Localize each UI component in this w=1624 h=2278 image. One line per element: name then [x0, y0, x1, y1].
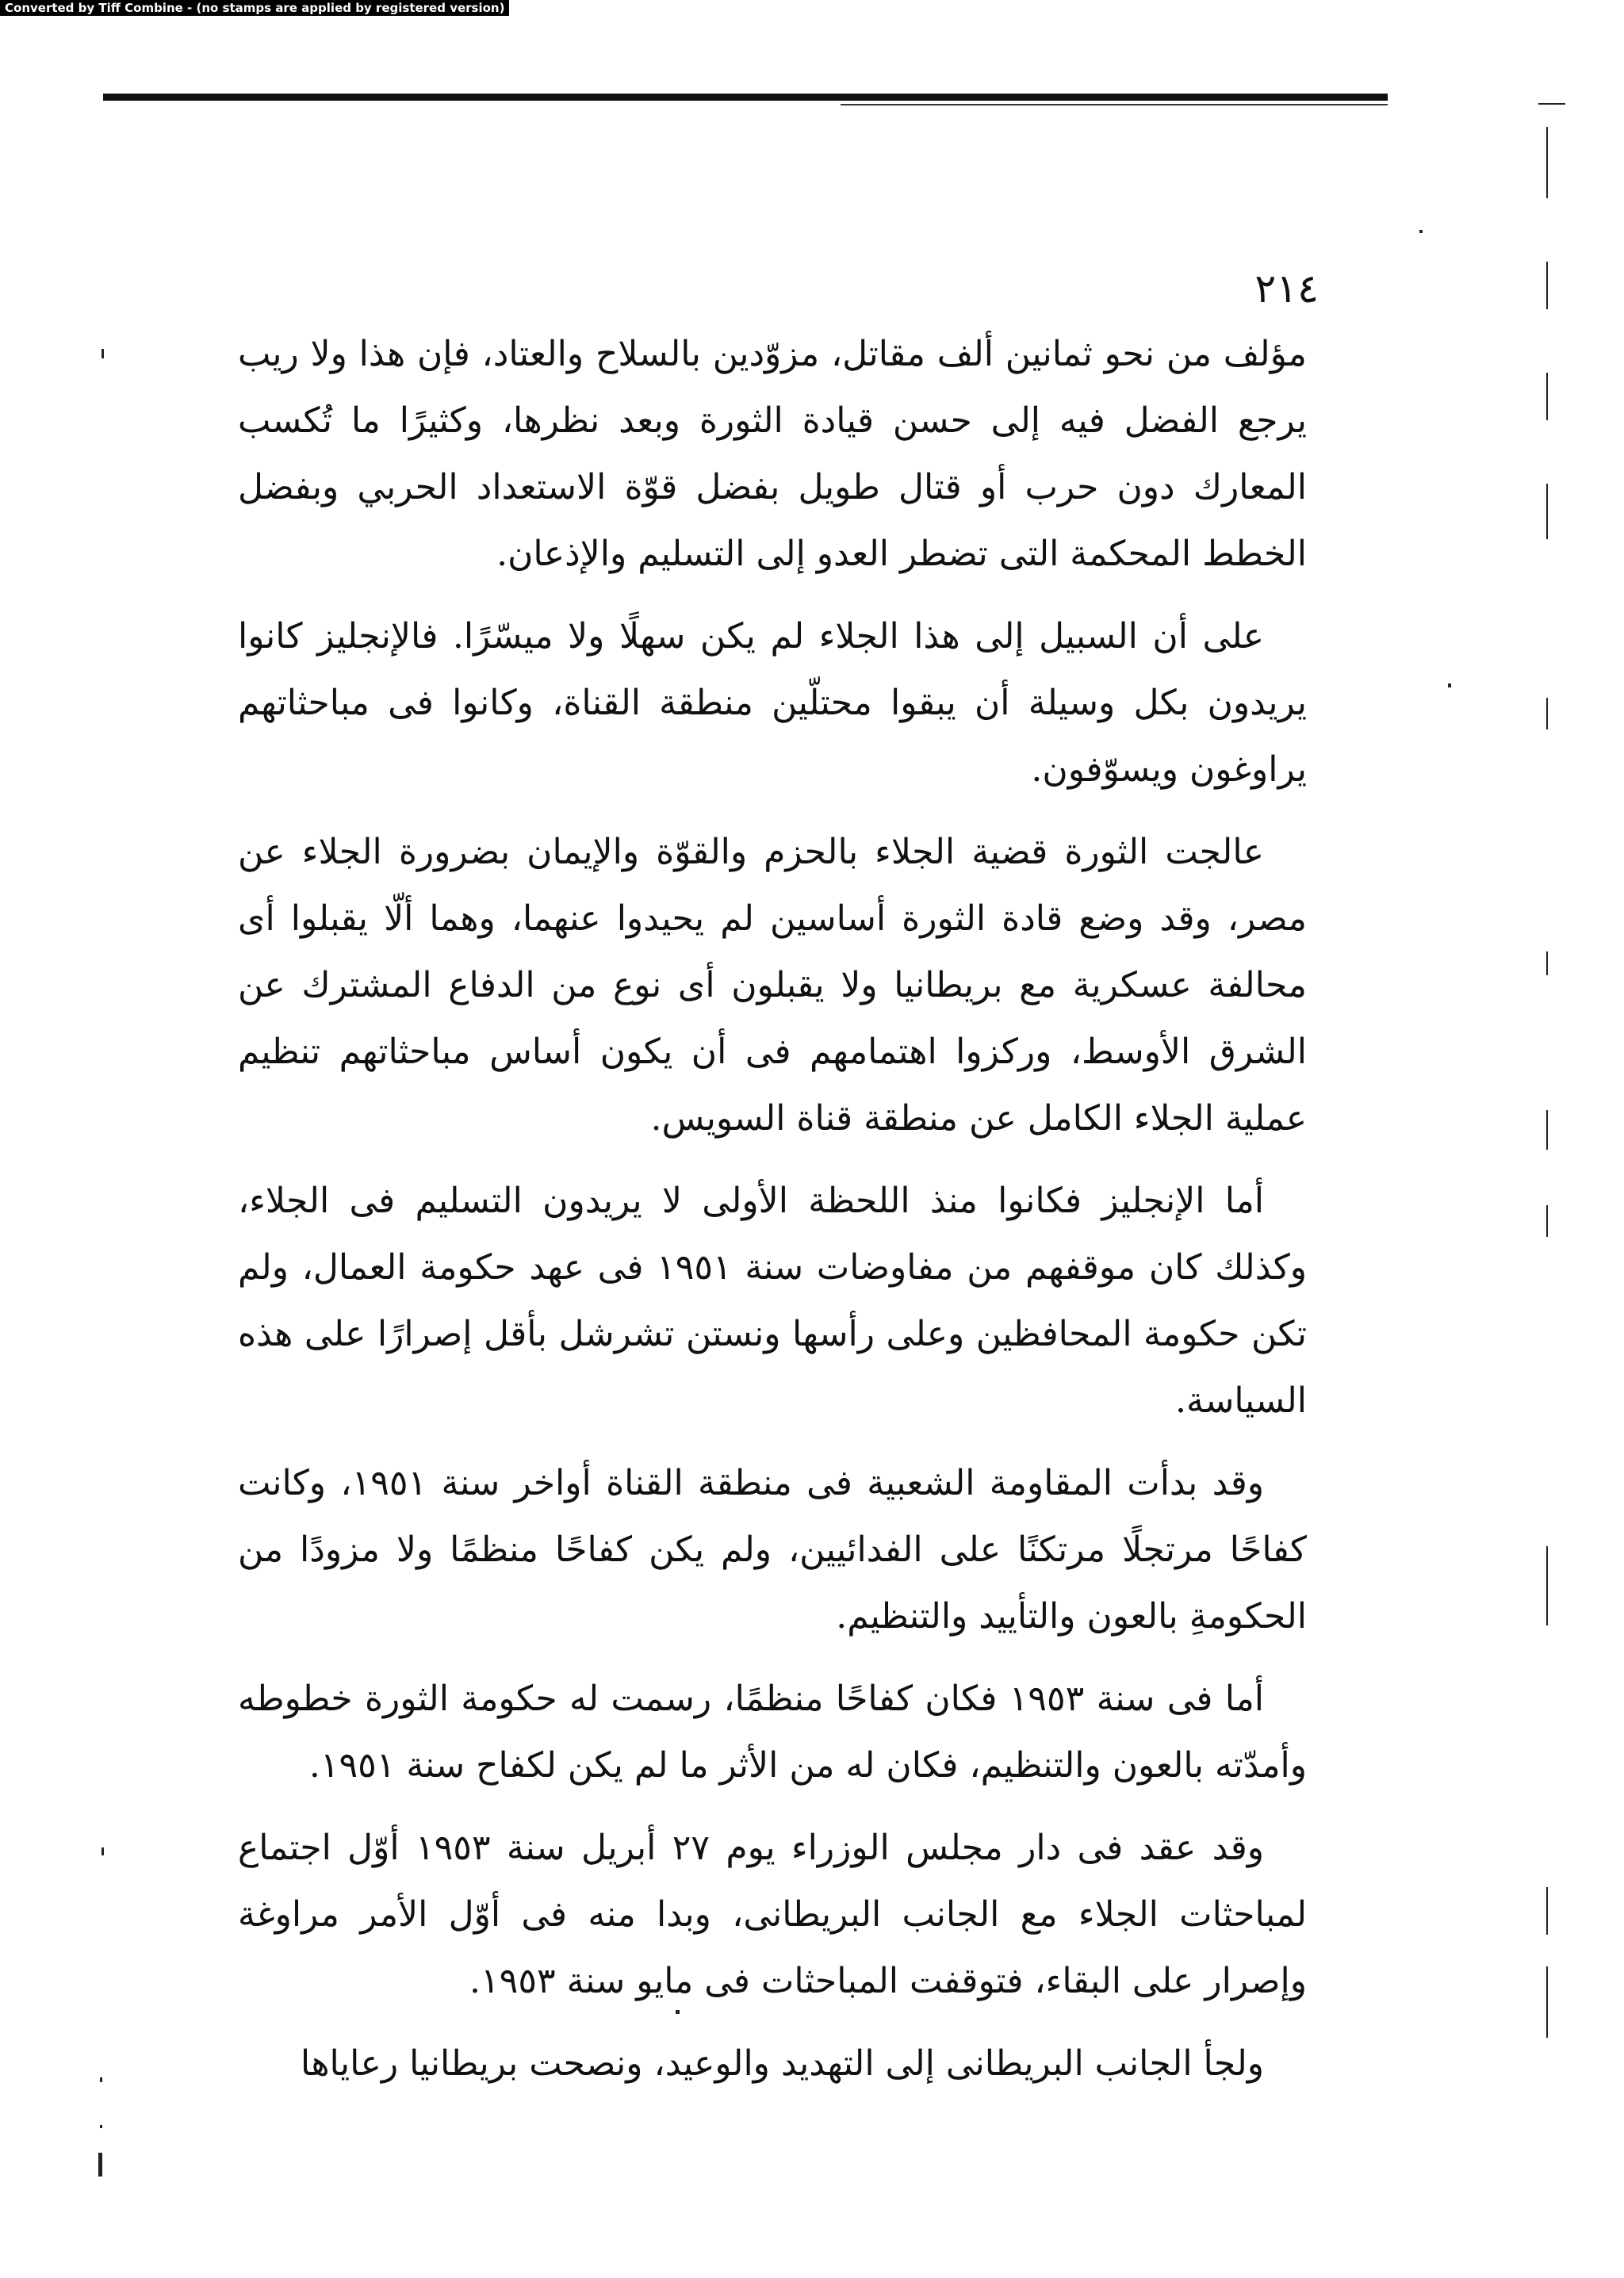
scan-speck	[102, 1847, 104, 1855]
scan-speck	[102, 349, 104, 358]
scan-speck	[1546, 484, 1548, 539]
top-rule-thin	[841, 104, 1388, 105]
paragraph-2: على أن السبيل إلى هذا الجلاء لم يكن سهلًا ولا ميسّرًا. فالإنجليز كانوا يريدون بكل وسيلة أن يبقوا محتلّين منطقة القناة، وكانوا فى مباحثاتهم يراوغون ويسوّفون.	[238, 616, 1307, 790]
scan-speck	[1546, 373, 1548, 420]
converter-banner: Converted by Tiff Combine - (no stamps are applied by registered version)	[0, 0, 509, 16]
scan-speck	[1546, 698, 1548, 729]
edge-mark	[1538, 103, 1565, 105]
scan-speck	[1448, 683, 1451, 687]
scan-speck	[1546, 1966, 1548, 2038]
paragraph-5: وقد بدأت المقاومة الشعبية فى منطقة القناة أواخر سنة ١٩٥١، وكانت كفاحًا مرتجلًا مرتكنًا على الفدائيين، ولم يكن كفاحًا منظمًا ولا مزودًا من الحكومةِ بالعون والتأييد والتنظيم.	[238, 1463, 1307, 1637]
paragraph-6: أما فى سنة ١٩٥٣ فكان كفاحًا منظمًا، رسمت له حكومة الثورة خطوطه وأمدّته بالعون والتنظيم، فكان له من الأثر ما لم يكن لكفاح سنة ١٩٥١.	[238, 1679, 1307, 1786]
scan-speck	[1546, 127, 1548, 198]
scan-speck	[676, 2010, 680, 2014]
scan-speck	[1546, 1110, 1548, 1150]
paragraph-7: وقد عقد فى دار مجلس الوزراء يوم ٢٧ أبريل سنة ١٩٥٣ أوّل اجتماع لمباحثات الجلاء مع الجانب البريطانى، وبدا منه فى أوّل الأمر مراوغة وإصرار على البقاء، فتوقفت المباحثات فى مايو سنة ١٩٥٣.	[238, 1828, 1307, 2001]
scan-speck	[98, 2153, 102, 2177]
top-rule	[103, 94, 1388, 101]
scan-speck	[1546, 951, 1548, 975]
scan-speck	[1546, 262, 1548, 309]
paragraph-1: مؤلف من نحو ثمانين ألف مقاتل، مزوّدين بالسلاح والعتاد، فإن هذا ولا ريب يرجع الفضل فيه إلى حسن قيادة الثورة وبعد نظرها، وكثيرًا ما تُكسب المعارك دون حرب أو قتال طويل بفضل قوّة الاستعداد الحربي وبفضل الخطط المحكمة التى تضطر العدو إلى التسليم والإذعان.	[238, 334, 1307, 574]
scan-speck	[100, 2125, 102, 2128]
paragraph-3: عالجت الثورة قضية الجلاء بالحزم والقوّة والإيمان بضرورة الجلاء عن مصر، وقد وضع قادة الثورة أساسين لم يحيدوا عنهما، وهما ألّا يقبلوا أى محالفة عسكرية مع بريطانيا ولا يقبلون أى نوع من الدفاع المشترك عن الشرق الأوسط، وركزوا اهتمامهم فى أن يكون أساس مباحثاتهم تنظيم عملية الجلاء الكامل عن منطقة قناة السويس.	[238, 832, 1307, 1139]
scan-speck	[100, 2077, 102, 2082]
paragraph-4: أما الإنجليز فكانوا منذ اللحظة الأولى لا يريدون التسليم فى الجلاء، وكذلك كان موقفهم من مفاوضات سنة ١٩٥١ فى عهد حكومة العمال، ولم تكن حكومة المحافظين وعلى رأسها ونستن تشرشل بأقل إصرارًا على هذه السياسة.	[238, 1181, 1307, 1421]
scan-speck	[1419, 230, 1423, 233]
page-number: ٢١٤	[1254, 266, 1319, 312]
scan-speck	[1546, 1205, 1548, 1237]
scan-speck	[1546, 1546, 1548, 1625]
body-text	[238, 321, 1307, 2113]
paragraph-8: ولجأ الجانب البريطانى إلى التهديد والوعيد، ونصحت بريطانيا رعاياها	[300, 2043, 1264, 2084]
scan-speck	[1546, 1887, 1548, 1935]
